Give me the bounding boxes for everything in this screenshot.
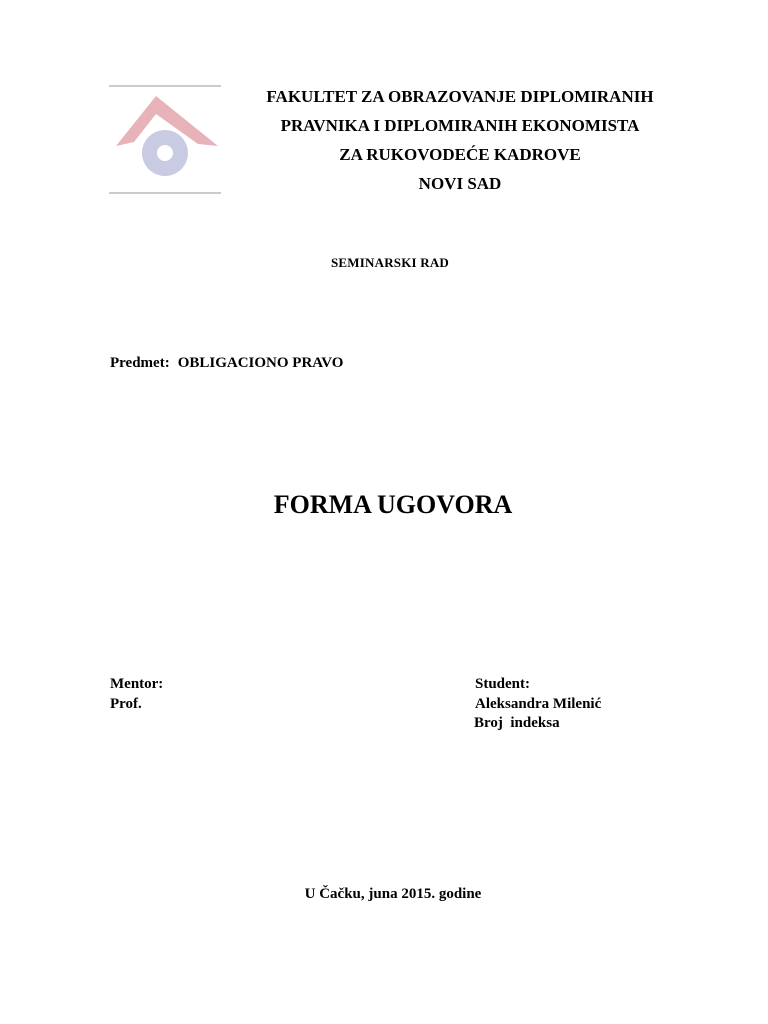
- document-title: FORMA UGOVORA: [273, 490, 513, 519]
- subject-line: [110, 355, 343, 372]
- student-index: Broj indeksa: [474, 715, 560, 731]
- document-type: SEMINARSKI RAD: [330, 255, 449, 270]
- student-label: Student:: [475, 676, 531, 692]
- institution-city: NOVI SAD: [418, 174, 502, 193]
- mentor-name: Prof.: [110, 696, 142, 712]
- student-name: Aleksandra Milenić: [475, 696, 602, 712]
- institution-name-line-3: ZA RUKOVODEĆE KADROVE: [339, 145, 581, 164]
- mentor-label: Mentor:: [110, 676, 164, 692]
- subject-label: Predmet:: [110, 355, 170, 371]
- subject-value: OBLIGACIONO PRAVO: [177, 355, 344, 371]
- institution-name-line-2: PRAVNIKA I DIPLOMIRANIH EKONOMISTA: [280, 116, 640, 135]
- institution-name-line-1: FAKULTET ZA OBRAZOVANJE DIPLOMIRANIH: [266, 87, 654, 106]
- place-and-date: U Čačku, juna 2015. godine: [304, 886, 482, 902]
